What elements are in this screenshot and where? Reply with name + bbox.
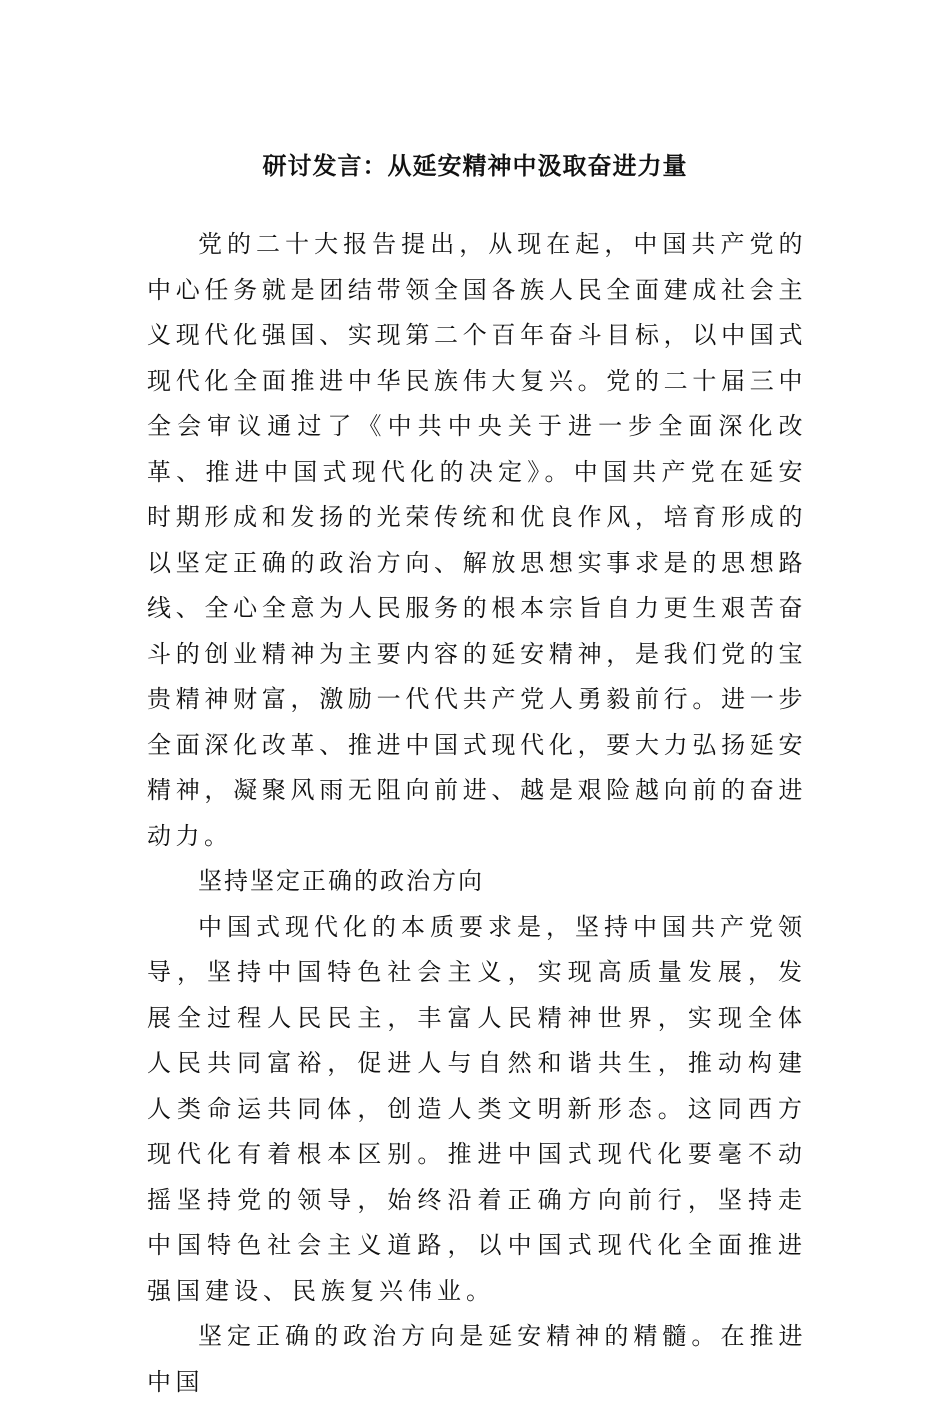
section-heading: 坚持坚定正确的政治方向 xyxy=(198,867,484,895)
document-body xyxy=(147,222,807,1405)
document-title: 研讨发言：从延安精神中汲取奋进力量 xyxy=(262,151,688,180)
paragraph-intro: 党的二十大报告提出，从现在起，中国共产党的中心任务就是团结带领全国各族人民全面建成社会主义现代化强国、实现第二个百年奋斗目标，以中国式现代化全面推进中华民族伟大复兴。党的二十届三中全会审议通过了《中共中央关于进一步全面深化改革、推进中国式现代化的决定》。中国共产党在延安时期形成和发扬的光荣传统和优良作风，培育形成的以坚定正确的政治方向、解放思想实事求是的思想路线、全心全意为人民服务的根本宗旨自力更生艰苦奋斗的创业精神为主要内容的延安精神，是我们党的宝贵精神财富，激励一代代共产党人勇毅前行。进一步全面深化改革、推进中国式现代化，要大力弘扬延安精神，凝聚风雨无阻向前进、越是艰险越向前的奋进动力。 xyxy=(147,230,807,850)
paragraph-modernization: 中国式现代化的本质要求是，坚持中国共产党领导，坚持中国特色社会主义，实现高质量发展，发展全过程人民民主，丰富人民精神世界，实现全体人民共同富裕，促进人与自然和谐共生，推动构建人类命运共同体，创造人类文明新形态。这同西方现代化有着根本区别。推进中国式现代化要毫不动摇坚持党的领导，始终沿着正确方向前行，坚持走中国特色社会主义道路，以中国式现代化全面推进强国建设、民族复兴伟业。 xyxy=(147,912,807,1305)
paragraph-political-direction: 坚定正确的政治方向是延安精神的精髓。在推进中国 xyxy=(147,1322,807,1396)
